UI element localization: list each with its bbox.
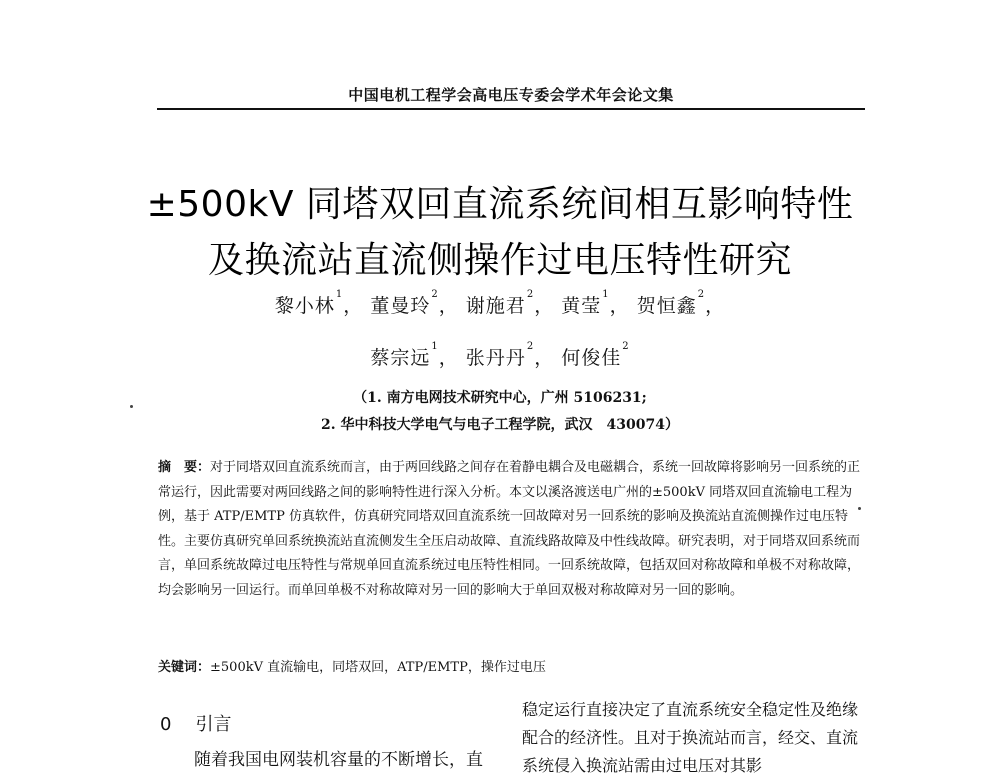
journal-header: 中国电机工程学会高电压专委会学术年会论文集	[348, 86, 674, 104]
scan-speck	[858, 507, 861, 510]
author: 张丹丹$^2$，	[465, 341, 555, 369]
section-title: 引言	[195, 714, 232, 735]
body-text-right: 稳定运行直接决定了直流系统安全稳定性及绝缘配合的经济性。且对于换流站而言，经交、直流系统侵入换流站需由过电压对其影	[522, 700, 859, 775]
keywords-label: 关键词：	[158, 660, 211, 675]
author: 谢施君$^2$，	[465, 289, 555, 317]
author: 黄莹$^1$，	[561, 289, 630, 317]
scan-speck	[130, 405, 133, 408]
paper-title-line-2: 及换流站直流侧操作过电压特性研究	[207, 240, 792, 281]
abstract-label: 摘 要：	[158, 460, 211, 475]
section-heading	[160, 710, 231, 736]
affiliation-1: （1. 南方电网技术研究中心，广州 5106231;	[353, 390, 647, 406]
abstract	[158, 456, 864, 603]
body-text-left: 随着我国电网装机容量的不断增长，直	[194, 750, 483, 770]
abstract-text: 对于同塔双回直流系统而言，由于两回线路之间存在着静电耦合及电磁耦合，系统一回故障将影响另一回系统的正常运行，因此需要对两回线路之间的影响特性进行深入分析。本文以溪洛渡送电广州的±500kV 同塔双回直流输电工程为例，基于 ATP/EMTP 仿真软件，仿真研究同塔双回直流系统一回故障对另一回系统的影响及换流站直流侧操作过电压特性。主要仿真研究单回系统换流站直流侧发生全压启动故障、直流线路故障及中性线故障。研究表明，对于同塔双回系统而言，单回系统故障过电压特性与常规单回直流系统过电压特性相同。一回系统故障，包括双回对称故障和单极不对称故障，均会影响另一回运行。而单回单极不对称故障对另一回的影响大于单回双极对称故障对另一回的影响。	[158, 460, 861, 598]
author: 何俊佳$^2$	[561, 341, 630, 369]
keywords	[158, 656, 864, 675]
header-rule	[157, 108, 865, 110]
author: 蔡宗远$^1$，	[370, 341, 459, 369]
author-list-line-2	[0, 343, 1000, 370]
affiliation-2: 2. 华中科技大学电气与电子工程学院，武汉 430074）	[321, 417, 679, 433]
author: 黎小林$^1$，	[274, 289, 364, 317]
author: 贺恒鑫$^2$，	[636, 289, 726, 317]
author: 董曼玲$^2$，	[370, 289, 459, 317]
section-number: 0	[160, 714, 172, 735]
keywords-text: ±500kV 直流输电，同塔双回，ATP/EMTP，操作过电压	[210, 660, 546, 675]
author-list-line-1	[0, 291, 1000, 318]
paper-title-line-1: ±500kV 同塔双回直流系统间相互影响特性	[146, 184, 854, 225]
